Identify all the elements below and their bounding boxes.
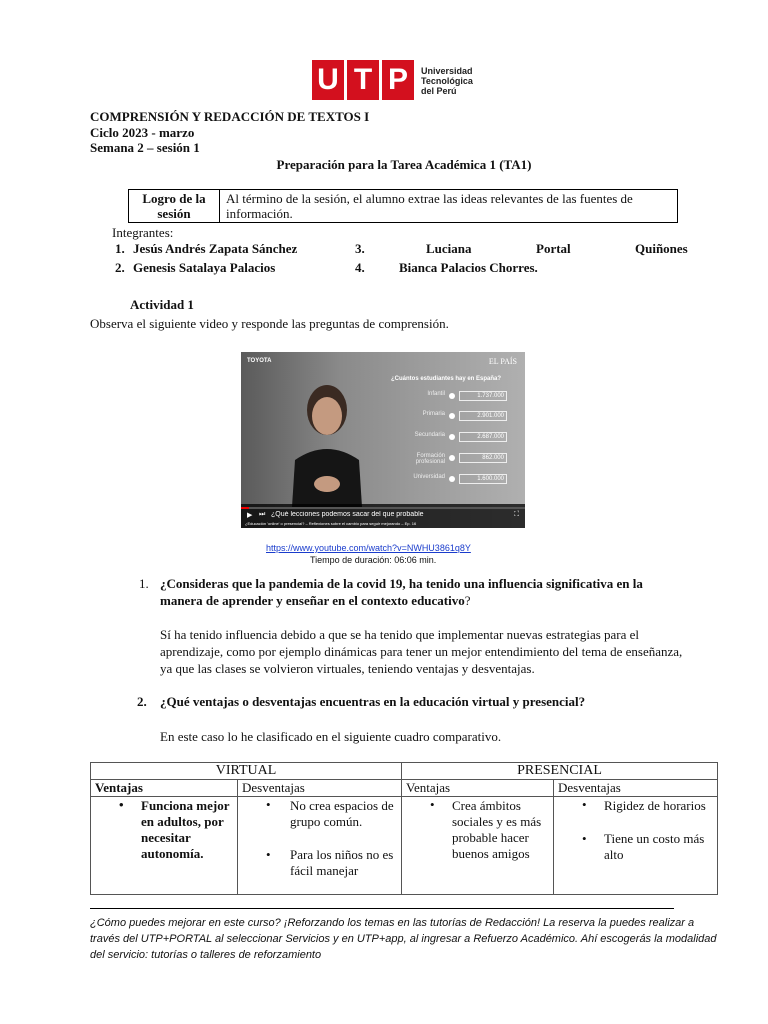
stat-label: Universidad bbox=[413, 474, 445, 480]
stat-label: Primaria bbox=[422, 411, 445, 417]
next-icon[interactable]: ⏭ bbox=[259, 511, 266, 518]
logo-letter-u: U bbox=[312, 60, 344, 100]
comparison-table bbox=[90, 762, 718, 895]
progress-fill bbox=[241, 507, 249, 509]
q1-answer-line-1: Sí ha tenido influencia debido a que se ha tenido que implementar nuevas estrategias para el bbox=[160, 627, 640, 642]
video-source: EL PAÍS bbox=[488, 357, 517, 366]
q1-answer-line-3: ya que las clases se volvieron virtuales, teniendo ventajas y desventajas. bbox=[160, 661, 535, 676]
member-2-num: 2. bbox=[115, 260, 125, 275]
fullscreen-icon[interactable]: ⛶ bbox=[514, 511, 519, 518]
member-1-name: Jesús Andrés Zapata Sánchez bbox=[133, 241, 298, 256]
activity-instruction: Observa el siguiente video y responde las preguntas de comprensión. bbox=[90, 316, 449, 331]
course-title: COMPRENSIÓN Y REDACCIÓN DE TEXTOS I bbox=[90, 109, 370, 124]
member-3-name-2: Portal bbox=[536, 241, 571, 256]
logro-text: Al término de la sesión, el alumno extrae las ideas relevantes de las fuentes de información. bbox=[220, 190, 678, 223]
stat-row bbox=[389, 474, 509, 484]
q1-answer-line-2: aprendizaje, como por ejemplo dinámicas para tener un mejor entendimiento del tema de enseñanza, bbox=[160, 644, 683, 659]
logro-table bbox=[128, 189, 678, 223]
q2-question: ¿Qué ventajas o desventajas encuentras en la educación virtual y presencial? bbox=[160, 694, 586, 709]
stat-value: 1.737.000 bbox=[459, 391, 507, 401]
col-presencial-desventajas: Desventajas bbox=[554, 780, 718, 797]
stat-dot bbox=[449, 413, 455, 419]
activity-title: Actividad 1 bbox=[130, 297, 194, 312]
member-1-num: 1. bbox=[115, 241, 125, 256]
video-controls[interactable] bbox=[241, 504, 525, 528]
list-item: • Para los niños no es fácil manejar bbox=[266, 847, 394, 878]
list-item: • Funciona mejor en adultos, por necesitar autonomía. bbox=[119, 797, 230, 861]
cycle: Ciclo 2023 - marzo bbox=[90, 125, 195, 140]
col-virtual-ventajas: Ventajas bbox=[91, 780, 238, 797]
stat-value: 1.600.000 bbox=[459, 474, 507, 484]
list-item: • Tiene un costo más alto bbox=[582, 831, 705, 862]
video-brand: TOYOTA bbox=[247, 358, 272, 364]
stat-row bbox=[389, 432, 509, 442]
logo-letter-t: T bbox=[347, 60, 379, 100]
member-3-num: 3. bbox=[355, 241, 365, 256]
list-item: • Rigidez de horarios bbox=[582, 797, 706, 813]
bullet: • bbox=[582, 831, 587, 846]
bullet: • bbox=[119, 797, 124, 812]
stat-dot bbox=[449, 434, 455, 440]
list-item: • No crea espacios de grupo común. bbox=[266, 797, 394, 829]
header-virtual: VIRTUAL bbox=[91, 763, 402, 780]
stat-value: 862.000 bbox=[459, 453, 507, 463]
stat-label: Infantil bbox=[427, 391, 445, 397]
play-icon[interactable]: ▶ bbox=[247, 512, 253, 519]
video-question: ¿Cuántos estudiantes hay en España? bbox=[391, 376, 502, 382]
stat-value: 2.687.000 bbox=[459, 432, 507, 442]
week: Semana 2 – sesión 1 bbox=[90, 140, 200, 155]
header-presencial: PRESENCIAL bbox=[402, 763, 718, 780]
member-4-name: Bianca Palacios Chorres. bbox=[399, 260, 538, 275]
logo-letter-p: P bbox=[382, 60, 414, 100]
stat-label: Secundaria bbox=[414, 432, 445, 438]
page-title: Preparación para la Tarea Académica 1 (TA1) bbox=[276, 157, 532, 172]
stat-dot bbox=[449, 476, 455, 482]
bullet: • bbox=[266, 847, 271, 862]
stat-value: 2.901.000 bbox=[459, 411, 507, 421]
video-caption: ¿Qué lecciones podemos sacar del que probable bbox=[271, 511, 424, 518]
stat-dot bbox=[449, 455, 455, 461]
bullet: • bbox=[266, 797, 271, 812]
col-presencial-ventajas: Ventajas bbox=[402, 780, 554, 797]
list-item: • Crea ámbitos sociales y es más probable hacer buenos amigos bbox=[430, 797, 542, 861]
cell-presencial-desventajas bbox=[554, 797, 718, 895]
footer-note: ¿Cómo puedes mejorar en este curso? ¡Reforzando los temas en las tutorías de Redacción! La reserva la puedes realizar a través del UTP+PORTAL al seleccionar Servicios y en UTP+app, al ingresar a Refuerzo Académico. Ahí escogerás la modalidad del servicio: tutorías o talleres de reforzamiento bbox=[90, 917, 717, 961]
video-link[interactable]: https://www.youtube.com/watch?v=NWHU3861q8Y bbox=[266, 543, 471, 553]
bullet: • bbox=[582, 797, 587, 812]
logro-label: Logro de la sesión bbox=[129, 190, 220, 223]
video-subcaption: ¿Educación 'online' o presencial? – Reflexiones sobre el cambio para seguir mejorando – Ep. 16 bbox=[245, 521, 417, 526]
q2-answer: En este caso lo he clasificado en el siguiente cuadro comparativo. bbox=[160, 729, 502, 744]
q1-question-text: ¿Consideras que la pandemia de la covid 19, ha tenido una influencia significativa en la manera de aprender y enseñar en el contexto educativo bbox=[160, 576, 643, 608]
stat-row bbox=[389, 411, 509, 421]
col-virtual-desventajas: Desventajas bbox=[238, 780, 402, 797]
logo-text: Universidad Tecnológica del Perú bbox=[421, 66, 473, 96]
video-player[interactable] bbox=[241, 352, 525, 528]
footer-divider bbox=[90, 908, 674, 909]
cell-virtual-desventajas bbox=[238, 797, 402, 895]
stat-row bbox=[389, 453, 509, 463]
bullet: • bbox=[430, 797, 435, 812]
stat-dot bbox=[449, 393, 455, 399]
q2-number: 2. bbox=[137, 694, 147, 709]
member-3-name-1: Luciana bbox=[426, 241, 472, 256]
video-duration: Tiempo de duración: 06:06 min. bbox=[310, 555, 437, 565]
presenter-figure bbox=[287, 372, 367, 507]
q1-question-end: ? bbox=[464, 593, 471, 608]
cell-presencial-ventajas bbox=[402, 797, 554, 895]
stat-row bbox=[389, 391, 509, 401]
stat-label: Formación profesional bbox=[415, 453, 445, 465]
member-2-name: Genesis Satalaya Palacios bbox=[133, 260, 276, 275]
cell-virtual-ventajas bbox=[91, 797, 238, 895]
member-4-num: 4. bbox=[355, 260, 365, 275]
integrantes-label: Integrantes: bbox=[112, 225, 174, 240]
q1-question bbox=[160, 575, 680, 609]
q1-number: 1. bbox=[139, 576, 149, 591]
progress-track[interactable] bbox=[241, 507, 525, 509]
member-3-name-3: Quiñones bbox=[635, 241, 688, 256]
